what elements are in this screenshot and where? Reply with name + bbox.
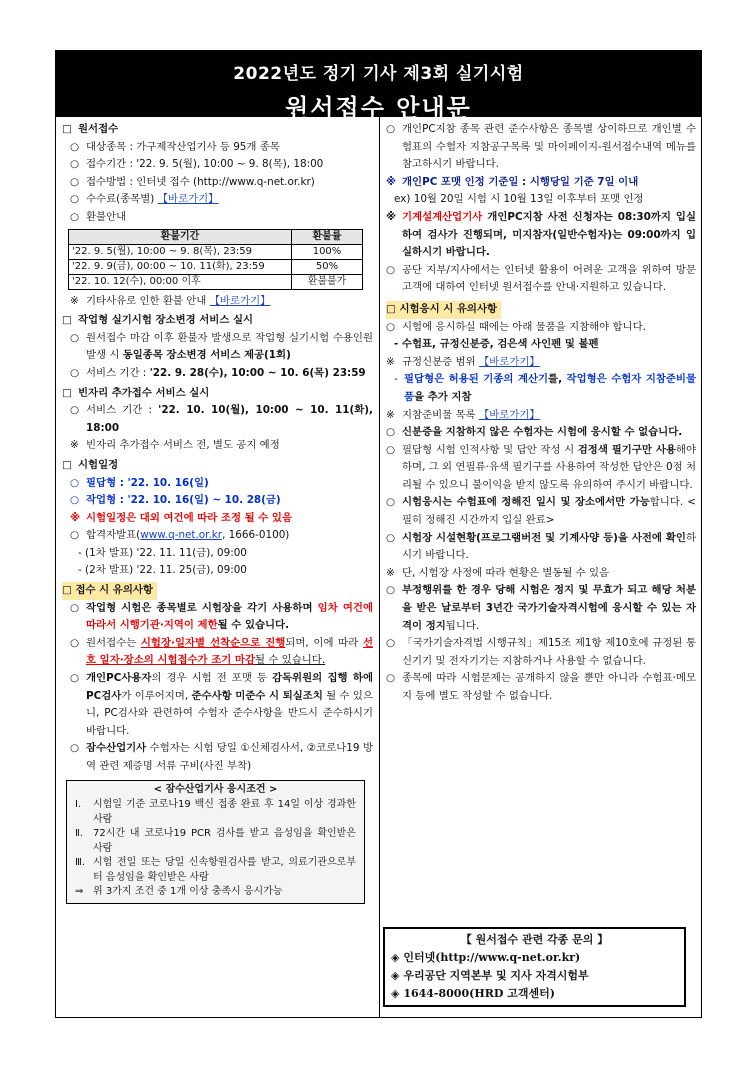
list-item: ○ 개인PC지참 종목 관련 준수사항은 종목별 상이하므로 개인별 수험표의 수험자 지참공구목록 및 마이페이지-원서접수내역 메뉴를 참고하시기 바랍니다. — [386, 121, 696, 174]
table-cell: '22. 9. 5(월), 10:00 ~ 9. 8(목), 23:59 — [69, 244, 292, 259]
section-title-highlight: □ 접수 시 유의사항 — [62, 582, 157, 600]
circle-bullet-icon: ○ — [70, 476, 80, 489]
arrow-icon: ⇒ — [75, 886, 84, 898]
list-item: ○ 서비스 기간 : '22. 10. 10(월), 10:00 ~ 10. 11(화), 18:00 — [62, 402, 373, 437]
section-schedule — [62, 457, 373, 475]
circle-bullet-icon: ○ — [386, 320, 396, 333]
fee-shortcut-link[interactable]: 【바로가기】 — [157, 193, 219, 206]
required-items: - 수험표, 규정신분증, 검은색 사인펜 및 볼펜 — [394, 338, 599, 351]
section-vacancy — [62, 385, 373, 403]
list-item: ○ 원서접수는 시험장·일자별 선착순으로 진행되며, 이에 따라 선호 일자·장소의 시험접수가 조기 마감될 수 있습니다. — [62, 635, 373, 670]
circle-bullet-icon: ○ — [386, 637, 396, 650]
note-mark-icon: ※ — [386, 355, 395, 368]
diamond-bullet-icon: ◈ — [391, 987, 400, 1000]
circle-bullet-icon: ○ — [70, 140, 80, 153]
condition-item: Ⅱ. 72시간 내 코로나19 PCR 검사를 받고 음성임을 확인받은 사람 — [75, 828, 356, 854]
circle-bullet-icon: ○ — [70, 331, 80, 344]
list-item: ○ 「국가기술자격법 시행규칙」제15조 제1항 제10호에 규정된 통신기기 및 전자기기는 지참하거나 사용할 수 없습니다. — [386, 635, 696, 670]
square-bullet-icon: □ — [62, 386, 72, 399]
square-bullet-icon: □ — [62, 458, 72, 471]
section-title-highlight: □ 시험응시 시 유의사항 — [386, 301, 501, 319]
circle-bullet-icon: ○ — [70, 366, 80, 379]
note-item: ※ 시험일정은 대외 여건에 따라 조정 될 수 있음 — [62, 510, 373, 528]
table-cell: 100% — [292, 244, 363, 259]
title-line1: 2022년도 정기 기사 제3회 실기시험 — [233, 64, 524, 84]
list-item: ○ 대상종목 : 가구제작산업기사 등 95개 종목 — [62, 139, 373, 157]
list-item: ○ 수수료(종목별) 【바로가기】 — [62, 191, 373, 209]
square-bullet-icon: □ — [62, 123, 72, 135]
list-item: ○ 합격자발표(www.q-net.or.kr, 1666-0100) — [62, 527, 373, 545]
announce-second: - (2차 발표) '22. 11. 25(금), 09:00 — [78, 564, 247, 577]
list-item: ○ 공단 지부/지사에서는 인터넷 활용이 어려운 고객을 위하여 방문고객에 대하여 인터넷 원서접수를 안내·지원하고 있습니다. — [386, 262, 696, 297]
table-row — [69, 274, 363, 289]
supplies-list-link[interactable]: 【바로가기】 — [478, 408, 540, 421]
list-item: ○ 서비스 기간 : '22. 9. 28(수), 10:00 ~ 10. 6(목) 23:59 — [62, 365, 373, 383]
circle-bullet-icon: ○ — [386, 531, 396, 544]
section-application — [62, 121, 373, 139]
circle-bullet-icon: ○ — [70, 404, 80, 417]
note-mark-icon: ※ — [386, 175, 397, 188]
section-title: 원서접수 — [78, 123, 119, 135]
section-application-notes — [62, 582, 373, 600]
circle-bullet-icon: ○ — [70, 175, 80, 188]
circle-bullet-icon: ○ — [70, 158, 80, 171]
table-header: 환불률 — [292, 229, 363, 244]
note-item: ※ 기계설계산업기사 개인PC지참 사전 신청자는 08:30까지 입실하여 검사가 진행되며, 미지참자(일반수험자)는 09:00까지 입실하시기 바랍니다. — [386, 209, 696, 262]
list-item: ○ 작업형 : '22. 10. 16(일) ~ 10. 28(금) — [62, 492, 373, 510]
condition-item: Ⅲ. 시험 전일 또는 당일 신속항원검사를 받고, 의료기관으로부터 음성임을 확인받은 사람 — [75, 857, 356, 883]
title-line2: 원서접수 안내문 — [285, 94, 472, 122]
circle-bullet-icon: ○ — [70, 742, 80, 755]
table-cell: 환불불가 — [292, 274, 363, 289]
qnet-link[interactable]: www.q-net.or.kr — [140, 529, 223, 542]
section-title: 시험일정 — [78, 458, 119, 471]
condition-item: ⇒ 위 3가지 조건 중 1개 이상 충족시 응시가능 — [75, 885, 356, 900]
refund-shortcut-link[interactable]: 【바로가기】 — [209, 294, 271, 307]
note-mark-icon: ※ — [386, 210, 397, 223]
list-item: - 필답형은 허용된 기종의 계산기를, 작업형은 수험자 지참준비물품을 추가 지참 — [394, 373, 696, 403]
contact-item: ◈ 1644-8000(HRD 고객센터) — [391, 987, 555, 1000]
list-item: ○ 접수기간 : '22. 9. 5(월), 10:00 ~ 9. 8(목), 18:00 — [62, 156, 373, 174]
list-item: ○ 필답형 : '22. 10. 16(일) — [62, 475, 373, 493]
note-mark-icon: ※ — [70, 439, 79, 452]
circle-bullet-icon: ○ — [386, 443, 396, 456]
left-column — [62, 121, 373, 904]
contact-box — [383, 927, 686, 1007]
notice-document — [55, 50, 702, 1018]
circle-bullet-icon: ○ — [70, 193, 80, 206]
announce-first: - (1차 발표) '22. 11. 11(금), 09:00 — [78, 546, 247, 559]
section-title: 작업형 실기시험 장소변경 서비스 실시 — [78, 314, 254, 327]
list-item: ○ 원서접수 마감 이후 환불자 발생으로 작업형 실기시험 수용인원 발생 시 동일종목 장소변경 서비스 제공(1회) — [62, 330, 373, 365]
right-column — [386, 121, 696, 706]
table-cell: '22. 9. 9(금), 00:00 ~ 10. 11(화), 23:59 — [69, 259, 292, 274]
list-item: ○ 작업형 시험은 종목별로 시험장을 각기 사용하며 임차 여건에 따라서 시행기관·지역이 제한될 수 있습니다. — [62, 600, 373, 635]
circle-bullet-icon: ○ — [386, 263, 396, 276]
circle-bullet-icon: ○ — [386, 123, 396, 135]
note-item: ※ 지참준비물 목록 【바로가기】 — [386, 407, 696, 425]
note-item: ※ 빈자리 추가접수 서비스 전, 별도 공지 예정 — [62, 437, 373, 455]
column-divider — [379, 117, 380, 1017]
circle-bullet-icon: ○ — [70, 210, 80, 223]
list-item: ○ 시험에 응시하실 때에는 아래 물품을 지참해야 합니다. — [386, 319, 696, 337]
list-item: ○ 접수방법 : 인터넷 접수 (http://www.q-net.or.kr) — [62, 174, 373, 192]
note-item: ※ 기타사유로 인한 환불 안내 【바로가기】 — [62, 293, 373, 311]
note-mark-icon: ※ — [70, 511, 81, 524]
title-bar — [56, 51, 701, 122]
list-item: ○ 부정행위를 한 경우 당해 시험은 정지 및 무효가 되고 해당 처분을 받은 날로부터 3년간 국가기술자격시험에 응시할 수 있는 자격이 정지됩니다. — [386, 582, 696, 635]
list-item: ○ 개인PC사용자의 경우 시험 전 포맷 등 감독위원의 집행 하에 PC검사가 이루어지며, 준수사항 미준수 시 퇴실조치 될 수 있으니, PC검사와 관련하여 수험자 준수사항을 반드시 준수하시기 바랍니다. — [62, 670, 373, 740]
id-range-link[interactable]: 【바로가기】 — [478, 355, 540, 368]
note-mark-icon: ※ — [70, 294, 79, 307]
refund-table — [68, 229, 363, 290]
circle-bullet-icon: ○ — [70, 636, 80, 649]
circle-bullet-icon: ○ — [70, 529, 80, 542]
circle-bullet-icon: ○ — [70, 494, 80, 507]
example-text: ex) 10월 20일 시험 시 10월 13일 이후부터 포맷 인정 — [394, 193, 644, 206]
list-item: ○ 시험응시는 수험표에 정해진 일시 및 장소에서만 가능합니다. <필히 정해진 시간까지 입실 완료> — [386, 494, 696, 529]
note-item: ※ 단, 시험장 사정에 따라 현황은 별동될 수 있음 — [386, 565, 696, 583]
table-row — [69, 259, 363, 274]
square-bullet-icon: □ — [62, 314, 72, 327]
note-item: ※ 개인PC 포맷 인정 기준일 : 시행당일 기준 7일 이내 — [386, 174, 696, 192]
note-mark-icon: ※ — [386, 566, 395, 579]
list-item: ○ 필답형 시험 인적사항 및 답안 작성 시 검정색 필기구만 사용해야 하며, 그 외 연필류·유색 필기구를 사용하여 작성한 답안은 0점 처리될 수 있으니 불이익을 받지 않도록 유의하여 주시기 바랍니다. — [386, 442, 696, 495]
circle-bullet-icon: ○ — [386, 496, 396, 509]
circle-bullet-icon: ○ — [70, 672, 80, 685]
table-header: 환불기간 — [69, 229, 292, 244]
list-item: ○ 신분증을 지참하지 않은 수험자는 시험에 응시할 수 없습니다. — [386, 424, 696, 442]
section-exam-notes — [386, 301, 696, 319]
contact-item: ◈ 인터넷(http://www.q-net.or.kr) — [391, 951, 581, 964]
table-row — [69, 244, 363, 259]
list-item: ○ 환불안내 — [62, 209, 373, 227]
condition-item: Ⅰ. 시험일 기준 코로나19 백신 접종 완료 후 14일 이상 경과한 사람 — [75, 799, 356, 825]
section-title: 빈자리 추가접수 서비스 실시 — [78, 386, 210, 399]
list-item: ○ 종목에 따라 시험문제는 공개하지 않을 뿐만 아니라 수험표·메모지 등에 별도 작성할 수 없습니다. — [386, 670, 696, 705]
box-title: < 잠수산업기사 응시조건 > — [153, 783, 278, 795]
circle-bullet-icon: ○ — [386, 672, 396, 685]
diamond-bullet-icon: ◈ — [391, 951, 400, 964]
list-item: ○ 잠수산업기사 수험자는 시험 당일 ①신체검사서, ②코로나19 방역 관련 제증명 서류 구비(사진 부착) — [62, 740, 373, 775]
circle-bullet-icon: ○ — [386, 584, 396, 597]
diving-conditions-box — [66, 780, 365, 904]
circle-bullet-icon: ○ — [386, 426, 396, 439]
table-cell: '22. 10. 12(수), 00:00 이후 — [69, 274, 292, 289]
list-item: ○ 시험장 시설현황(프로그램버전 및 기계사양 등)을 사전에 확인하시기 바랍니다. — [386, 530, 696, 565]
diamond-bullet-icon: ◈ — [391, 969, 400, 982]
note-item: ※ 규정신분증 범위 【바로가기】 — [386, 354, 696, 372]
section-venue-change — [62, 312, 373, 330]
table-cell: 50% — [292, 259, 363, 274]
note-mark-icon: ※ — [386, 408, 395, 421]
contact-item: ◈ 우리공단 지역본부 및 지사 자격시험부 — [391, 969, 589, 982]
contact-title: 【 원서접수 관련 각종 문의 】 — [460, 933, 609, 946]
circle-bullet-icon: ○ — [70, 601, 80, 614]
table-header-row — [69, 229, 363, 244]
